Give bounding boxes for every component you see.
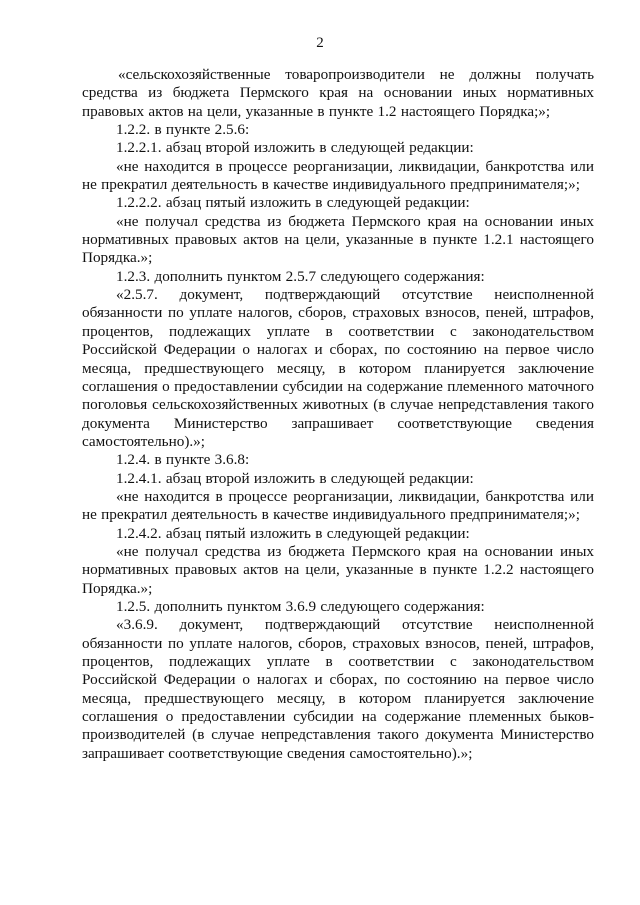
- paragraph-14: 1.2.5. дополнить пунктом 3.6.9 следующего содержания:: [116, 597, 485, 615]
- paragraph-4: «не находится в процессе реорганизации, ликвидации, банкротства или не прекратил деятельность в качестве индивидуального предпринимателя;»;: [82, 157, 594, 194]
- paragraph-3: 1.2.2.1. абзац второй изложить в следующей редакции:: [116, 139, 474, 157]
- document-body: [82, 66, 594, 763]
- paragraph-10: 1.2.4.1. абзац второй изложить в следующей редакции:: [116, 469, 474, 487]
- paragraph-13: «не получал средства из бюджета Пермского края на основании иных нормативных правовых актов на цели, указанные в пункте 1.2.2 настоящего Порядка.»;: [82, 542, 594, 597]
- paragraph-1: «сельскохозяйственные товаропроизводители не должны получать средства из бюджета Пермского края на основании иных нормативных правовых актов на цели, указанные в пункте 1.2 настоящего Порядка;»;: [82, 66, 594, 120]
- paragraph-2: 1.2.2. в пункте 2.5.6:: [116, 121, 250, 139]
- paragraph-9: 1.2.4. в пункте 3.6.8:: [116, 451, 250, 469]
- paragraph-5: 1.2.2.2. абзац пятый изложить в следующей редакции:: [116, 194, 470, 212]
- paragraph-12: 1.2.4.2. абзац пятый изложить в следующей редакции:: [116, 524, 470, 542]
- paragraph-8: «2.5.7. документ, подтверждающий отсутствие неисполненной обязанности по уплате налогов, сборов, страховых взносов, пеней, штрафов, процентов, подлежащих уплате в соответствии с законодательством Российской Федерации о налогах и сборах, по состоянию на первое число месяца, предшествующего месяцу, в котором планируется заключение соглашения о предоставлении субсидии на содержание племенного маточного поголовья сельскохозяйственных животных (в случае непредставления такого документа Министерство запрашивает соответствующие сведения самостоятельно).»;: [82, 286, 594, 450]
- paragraph-7: 1.2.3. дополнить пунктом 2.5.7 следующего содержания:: [116, 267, 485, 285]
- paragraph-11: «не находится в процессе реорганизации, ликвидации, банкротства или не прекратил деятельность в качестве индивидуального предпринимателя;»;: [82, 487, 594, 524]
- paragraph-15: «3.6.9. документ, подтверждающий отсутствие неисполненной обязанности по уплате налогов, сборов, страховых взносов, пеней, штрафов, процентов, подлежащих уплате в соответствии с законодательством Российской Федерации о налогах и сборах, по состоянию на первое число месяца, предшествующего месяцу, в котором планируется заключение соглашения о предоставлении субсидии на содержание племенных быков-производителей (в случае непредставления такого документа Министерство запрашивает соответствующие сведения самостоятельно).»;: [82, 616, 594, 762]
- paragraph-6: «не получал средства из бюджета Пермского края на основании иных нормативных правовых актов на цели, указанные в пункте 1.2.1 настоящего Порядка.»;: [82, 212, 594, 267]
- page-number: 2: [316, 35, 324, 51]
